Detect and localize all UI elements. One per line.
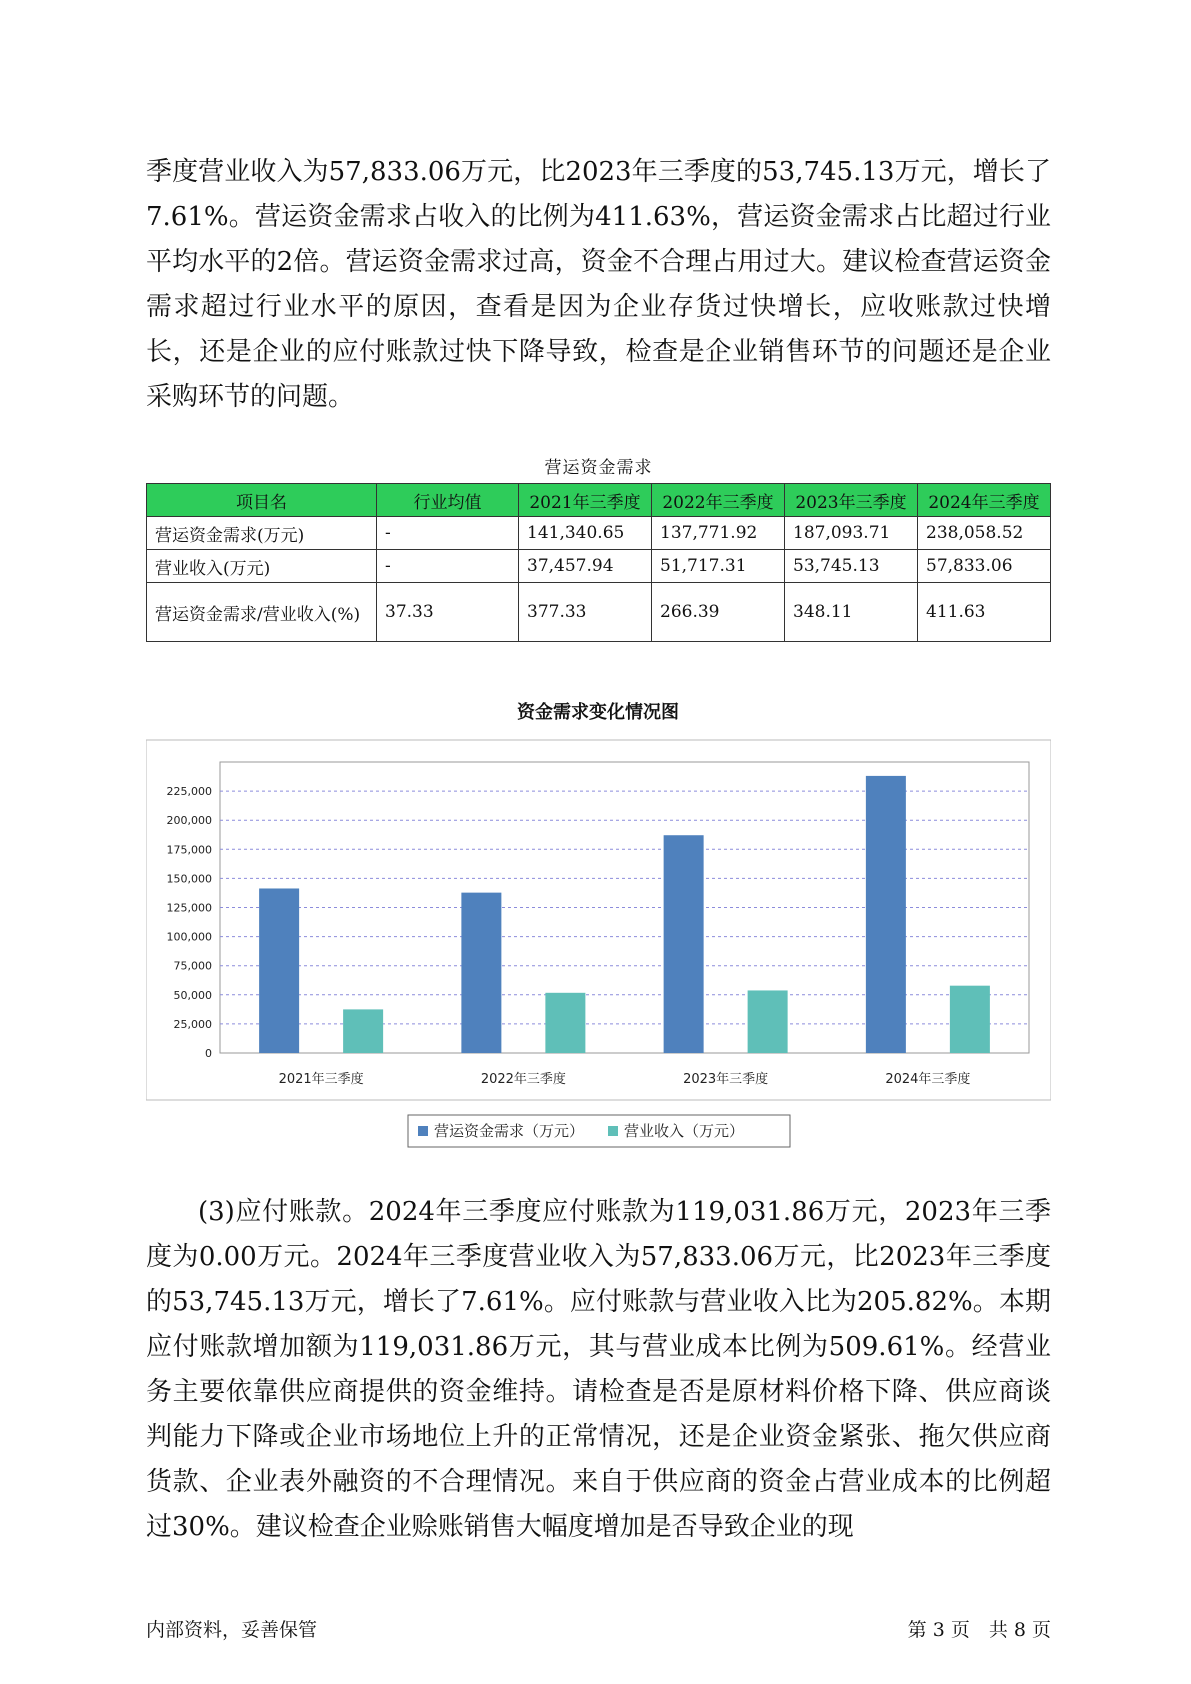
- table-cell: 53,745.13: [785, 550, 918, 583]
- table-header-cell: 2022年三季度: [652, 484, 785, 517]
- table-cell: -: [377, 550, 519, 583]
- y-tick-label: 0: [205, 1047, 212, 1060]
- body-paragraph: (3)应付账款。2024年三季度应付账款为119,031.86万元，2023年三季度为0.00万元。2024年三季度营业收入为57,833.06万元，比2023年三季度的53,745.13万元，增长了7.61%。应付账款与营业收入比为205.82%。本期应付账款增加额为119,031.86万元，其与营业成本比例为509.61%。经营业务主要依靠供应商提供的资金维持。请检查是否是原材料价格下降、供应商谈判能力下降或企业市场地位上升的正常情况，还是企业资金紧张、拖欠供应商货款、企业表外融资的不合理情况。来自于供应商的资金占营业成本的比例超过30%。建议检查企业赊账销售大幅度增加是否导致企业的现: [146, 1197, 1051, 1542]
- table-row: [147, 517, 1051, 550]
- y-tick-label: 25,000: [173, 1017, 212, 1031]
- table-cell: 37,457.94: [519, 550, 652, 583]
- bar-chart-svg: [146, 700, 1051, 1160]
- legend-label: 营运资金需求（万元）: [434, 1122, 585, 1140]
- bar-working-capital: [866, 776, 906, 1053]
- table-cell: 141,340.65: [519, 517, 652, 550]
- body-paragraph: 季度营业收入为57,833.06万元，比2023年三季度的53,745.13万元，增长了7.61%。营运资金需求占收入的比例为411.63%，营运资金需求占比超过行业平均水平的2倍。营运资金需求过高，资金不合理占用过大。建议检查营运资金需求超过行业水平的原因，查看是因为企业存货过快增长，应收账款过快增长，还是企业的应付账款过快下降导致，检查是企业销售环节的问题还是企业采购环节的问题。: [146, 157, 1051, 412]
- table-cell: 238,058.52: [918, 517, 1051, 550]
- y-tick-label: 100,000: [166, 930, 212, 944]
- table-cell: 营运资金需求(万元): [147, 517, 377, 550]
- x-tick-label: 2023年三季度: [683, 1072, 769, 1087]
- table-cell: 187,093.71: [785, 517, 918, 550]
- y-tick-label: 125,000: [166, 901, 212, 915]
- y-tick-label: 225,000: [166, 785, 212, 799]
- footer-note: 内部资料，妥善保管: [146, 1619, 318, 1641]
- bar-revenue: [748, 990, 788, 1053]
- x-tick-label: 2022年三季度: [480, 1072, 566, 1087]
- bar-chart: [146, 700, 1051, 1160]
- legend-swatch: [418, 1126, 428, 1136]
- chart-legend: [408, 1115, 790, 1147]
- table-cell: 348.11: [785, 583, 918, 642]
- y-tick-label: 150,000: [166, 872, 212, 886]
- table-header-cell: 2024年三季度: [918, 484, 1051, 517]
- y-tick-label: 175,000: [166, 843, 212, 857]
- table-header-cell: 2021年三季度: [519, 484, 652, 517]
- y-tick-label: 75,000: [173, 959, 212, 973]
- table-cell: 266.39: [652, 583, 785, 642]
- table-cell: 51,717.31: [652, 550, 785, 583]
- table-row: [147, 583, 1051, 642]
- chart-bars: [259, 776, 990, 1053]
- legend-swatch: [608, 1126, 618, 1136]
- table-row: [147, 550, 1051, 583]
- y-tick-label: 200,000: [166, 814, 212, 828]
- table-header-cell: 行业均值: [377, 484, 519, 517]
- chart-grid: [220, 762, 1029, 1053]
- bar-working-capital: [461, 893, 501, 1053]
- bar-working-capital: [259, 888, 299, 1053]
- table-cell: 377.33: [519, 583, 652, 642]
- table-cell: 营业收入(万元): [147, 550, 377, 583]
- table-header-cell: 项目名: [147, 484, 377, 517]
- table-header-cell: 2023年三季度: [785, 484, 918, 517]
- page-number: 第 3 页 共 8 页: [907, 1619, 1051, 1641]
- legend-label: 营业收入（万元）: [624, 1122, 745, 1140]
- y-axis: [167, 785, 213, 1060]
- chart-title: 资金需求变化情况图: [517, 702, 679, 723]
- table-cell: 37.33: [377, 583, 519, 642]
- x-tick-label: 2024年三季度: [885, 1072, 971, 1087]
- table-caption: 营运资金需求: [544, 458, 653, 478]
- x-axis: [279, 1071, 971, 1087]
- bar-revenue: [343, 1009, 383, 1053]
- y-tick-label: 50,000: [173, 988, 212, 1002]
- table-cell: 137,771.92: [652, 517, 785, 550]
- table-cell: -: [377, 517, 519, 550]
- table-header-row: [147, 484, 1051, 517]
- table-cell: 411.63: [918, 583, 1051, 642]
- working-capital-table: [146, 483, 1051, 642]
- x-tick-label: 2021年三季度: [278, 1072, 364, 1087]
- table-cell: 57,833.06: [918, 550, 1051, 583]
- bar-revenue: [950, 986, 990, 1053]
- table-cell: 营运资金需求/营业收入(%): [147, 583, 377, 642]
- bar-revenue: [545, 993, 585, 1053]
- bar-working-capital: [664, 835, 704, 1053]
